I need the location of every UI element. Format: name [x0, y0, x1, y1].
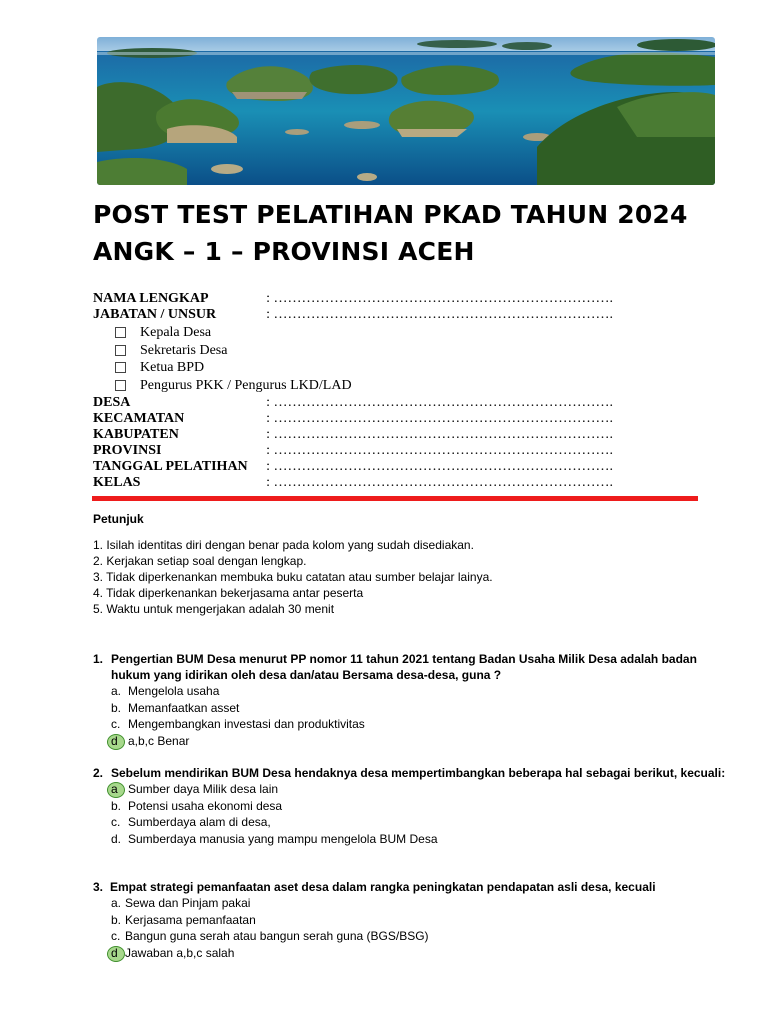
answer-text: Sumberdaya alam di desa, — [128, 815, 271, 829]
selected-answer-circle: d — [111, 733, 128, 750]
option-kepala-desa[interactable] — [115, 324, 613, 342]
answer-option-selected[interactable] — [93, 781, 733, 798]
question-3 — [93, 879, 733, 961]
form-fill-line[interactable]: : ………………………………………………………………. — [266, 459, 613, 474]
header-banner-image — [97, 37, 715, 185]
question-text: Sebelum mendirikan BUM Desa hendaknya desa mempertimbangkan beberapa hal sebagai berikut, kecuali: — [111, 766, 726, 780]
answer-letter: b. — [111, 700, 122, 715]
answer-letter: a. — [111, 684, 122, 698]
option-label: Ketua BPD — [140, 360, 205, 375]
form-row-kabupaten — [93, 427, 613, 443]
form-fill-line[interactable]: : ………………………………………………………………. — [266, 475, 613, 490]
form-label: TANGGAL PELATIHAN — [93, 459, 248, 474]
answer-option-selected[interactable] — [93, 945, 733, 962]
checkbox-icon[interactable] — [115, 380, 126, 391]
answer-text: a,b,c Benar — [128, 733, 190, 748]
form-label: DESA — [93, 395, 131, 410]
selected-answer-circle: a — [111, 781, 128, 798]
form-fill-line[interactable]: : ………………………………………………………………. — [266, 427, 613, 442]
question-stem — [93, 651, 733, 683]
form-fill-line[interactable]: : ………………………………………………………………. — [266, 307, 613, 322]
answer-option[interactable] — [93, 831, 733, 848]
form-label: KELAS — [93, 475, 141, 490]
answer-option[interactable] — [93, 700, 733, 717]
answer-letter: d. — [111, 831, 122, 846]
title-line-2: ANGK – 1 – PROVINSI ACEH — [93, 237, 475, 266]
instructions-heading: Petunjuk — [93, 512, 144, 526]
form-fill-line[interactable]: : ………………………………………………………………. — [266, 411, 613, 426]
answer-letter: b. — [111, 798, 122, 813]
form-row-kelas — [93, 475, 613, 491]
document-title — [93, 196, 688, 270]
answer-option[interactable] — [93, 895, 733, 912]
answer-option[interactable] — [93, 716, 733, 733]
form-row-jabatan — [93, 307, 613, 323]
form-label: KABUPATEN — [93, 427, 179, 442]
red-divider — [92, 496, 698, 501]
form-row-kecamatan — [93, 411, 613, 427]
answer-option-selected[interactable] — [93, 733, 733, 750]
form-label: NAMA LENGKAP — [93, 291, 209, 306]
answer-letter: c. — [111, 929, 121, 943]
answer-option[interactable] — [93, 912, 733, 929]
answer-letter: c. — [111, 815, 121, 829]
instruction-item: 1. Isilah identitas diri dengan benar pada kolom yang sudah disediakan. — [93, 538, 474, 552]
option-label: Pengurus PKK / Pengurus LKD/LAD — [140, 377, 352, 393]
form-row-desa — [93, 395, 613, 411]
form-row-provinsi — [93, 443, 613, 459]
question-2 — [93, 765, 733, 847]
form-label: KECAMATAN — [93, 411, 185, 426]
answer-option[interactable] — [93, 814, 733, 831]
form-fill-line[interactable]: : ………………………………………………………………. — [266, 395, 613, 410]
answer-text: Mengelola usaha — [128, 684, 220, 698]
question-text: Empat strategi pemanfaatan aset desa dalam rangka peningkatan pendapatan asli desa, kecuali — [110, 880, 656, 894]
question-stem — [93, 879, 733, 895]
answer-letter: c. — [111, 717, 121, 731]
form-row-nama-lengkap — [93, 291, 613, 307]
instruction-item: 3. Tidak diperkenankan membuka buku catatan atau sumber belajar lainya. — [93, 570, 493, 584]
question-number: 2. — [93, 766, 104, 780]
form-label: PROVINSI — [93, 443, 162, 458]
answer-option[interactable] — [93, 683, 733, 700]
answer-letter: b. — [111, 912, 122, 927]
instruction-item: 4. Tidak diperkenankan bekerjasama antar peserta — [93, 586, 364, 600]
form-fill-line[interactable]: : ………………………………………………………………. — [266, 291, 613, 306]
form-row-tanggal-pelatihan — [93, 459, 613, 475]
form-fill-line[interactable]: : ………………………………………………………………. — [266, 443, 613, 458]
answer-text: Sewa dan Pinjam pakai — [125, 896, 251, 910]
checkbox-icon[interactable] — [115, 327, 126, 338]
answer-option[interactable] — [93, 798, 733, 815]
answer-text: Sumber daya Milik desa lain — [128, 782, 279, 796]
instructions-list — [93, 537, 493, 617]
island-seascape-illustration — [97, 37, 715, 185]
option-sekretaris-desa[interactable] — [115, 342, 613, 360]
option-label: Sekretaris Desa — [140, 342, 228, 358]
option-label: Kepala Desa — [140, 325, 212, 340]
checkbox-icon[interactable] — [115, 362, 126, 373]
question-1 — [93, 651, 733, 749]
question-number: 3. — [93, 880, 104, 894]
answer-text: Sumberdaya manusia yang mampu mengelola BUM Desa — [128, 831, 438, 846]
selected-answer-circle: d — [111, 945, 125, 962]
answer-text: Potensi usaha ekonomi desa — [128, 798, 283, 813]
answer-text: Jawaban a,b,c salah — [125, 945, 235, 960]
question-text: Pengertian BUM Desa menurut PP nomor 11 tahun 2021 tentang Badan Usaha Milik Desa adalah badan hukum yang idirikan oleh desa dan/atau Bersama desa-desa, guna ? — [111, 652, 697, 682]
answer-letter: a. — [111, 896, 122, 910]
question-stem — [93, 765, 733, 781]
instruction-item: 5. Waktu untuk mengerjakan adalah 30 menit — [93, 602, 335, 616]
checkbox-icon[interactable] — [115, 345, 126, 356]
option-ketua-bpd[interactable] — [115, 359, 613, 377]
instruction-item: 2. Kerjakan setiap soal dengan lengkap. — [93, 554, 307, 568]
jabatan-options — [115, 324, 613, 394]
answer-text: Memanfaatkan asset — [128, 700, 240, 715]
title-line-1: POST TEST PELATIHAN PKAD TAHUN 2024 — [93, 200, 688, 229]
identity-form — [93, 291, 613, 491]
answer-option[interactable] — [93, 928, 733, 945]
answer-text: Bangun guna serah atau bangun serah guna (BGS/BSG) — [125, 929, 429, 943]
option-pengurus-pkk[interactable] — [115, 377, 613, 395]
question-number: 1. — [93, 652, 104, 666]
form-label: JABATAN / UNSUR — [93, 307, 217, 322]
answer-text: Mengembangkan investasi dan produktivitas — [128, 717, 365, 731]
answer-text: Kerjasama pemanfaatan — [125, 912, 256, 927]
